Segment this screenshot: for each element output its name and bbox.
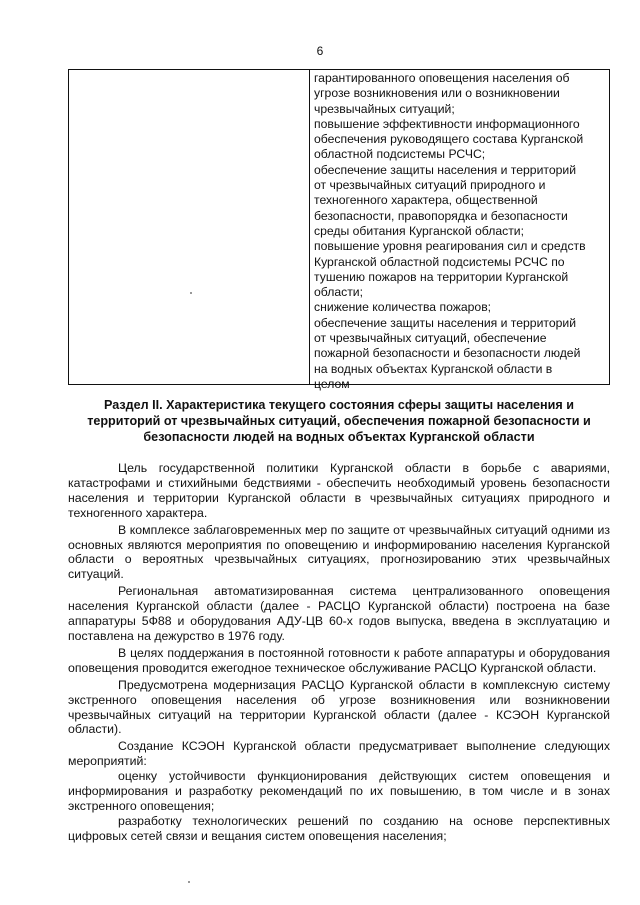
paragraph: В комплексе заблаговременных мер по защите от чрезвычайных ситуаций одними из основных являются мероприятия по оповещению и информированию населения Курганской области о вероятных чрезвычайных ситуациях, прогнозированию этих чрезвычайных ситуаций.: [68, 522, 610, 582]
table-line: среды обитания Курганской области;: [314, 223, 524, 238]
scan-speck: [190, 292, 192, 294]
table-line: угрозе возникновения или о возникновении: [314, 86, 560, 101]
body-text: [68, 461, 610, 844]
table-line: пожарной безопасности и безопасности людей: [314, 346, 581, 361]
table-line: обеспечения руководящего состава Курганской: [314, 132, 584, 147]
table-line: техногенного характера, общественной: [314, 193, 538, 208]
table-line: обеспечение защиты населения и территорий: [314, 162, 577, 177]
paragraph: оценку устойчивости функционирования действующих систем оповещения и информирования и разработку рекомендаций по их повышению, в том числе и в зонах экстренного оповещения;: [68, 769, 610, 813]
paragraph: Цель государственной политики Курганской области в борьбе с авариями, катастрофами и стихийными бедствиями - обеспечить необходимый уровень безопасности населения и территории Курганской области в чрезвычайных ситуациях природного и техногенного характера.: [68, 461, 610, 520]
paragraph: В целях поддержания в постоянной готовности к работе аппаратуры и оборудования оповещения проводится ежегодное техническое обслуживание РАСЦО Курганской области.: [68, 645, 610, 675]
table-line: гарантированного оповещения населения об: [314, 71, 570, 85]
table-line: повышение эффективности информационного: [314, 116, 580, 131]
table-line: целом: [314, 376, 350, 391]
table-right-cell: [310, 70, 609, 391]
table-line: обеспечение защиты населения и территорий: [314, 315, 577, 330]
table-line: чрезвычайных ситуаций;: [314, 101, 455, 116]
table-line: от чрезвычайных ситуаций природного и: [314, 178, 546, 193]
table-line: на водных объектах Курганской области в: [314, 361, 553, 376]
section-heading: Раздел II. Характеристика текущего состояния сферы защиты населения и территорий от чрезвычайных ситуаций, обеспечения пожарной безопасности и безопасности людей на водных объектах Курганской области: [87, 398, 591, 444]
table-line: безопасности, правопорядка и безопасности: [314, 208, 568, 223]
scan-speck: [188, 881, 190, 883]
table-line: областной подсистемы РСЧС;: [314, 147, 486, 162]
table-line: области;: [314, 285, 363, 300]
table-line: от чрезвычайных ситуаций, обеспечение: [314, 331, 547, 346]
paragraph: разработку технологических решений по созданию на основе перспективных цифровых сетей связи и вещания систем оповещения населения;: [68, 813, 610, 843]
paragraph: Предусмотрена модернизация РАСЦО Курганской области в комплексную систему экстренного оповещения населения об угрозе возникновения или возникновении чрезвычайных ситуаций на территории Курганской области (далее - КСЭОН Курганской области).: [68, 677, 610, 737]
goals-table: [68, 69, 610, 391]
page-number: 6: [316, 44, 324, 58]
table-left-cell: [69, 70, 310, 384]
paragraph: Региональная автоматизированная система централизованного оповещения населения Курганской области (далее - РАСЦО Курганской области) построена на базе аппаратуры 5Ф88 и оборудования АДУ-ЦВ 60-х годов выпуска, введена в эксплуатацию и поставлена на дежурство в 1976 году.: [68, 584, 610, 643]
table-line: повышение уровня реагирования сил и средств: [314, 239, 586, 254]
table-line: снижение количества пожаров;: [314, 300, 492, 315]
paragraph: Создание КСЭОН Курганской области предусматривает выполнение следующих мероприятий:: [68, 739, 610, 769]
table-line: Курганской областной подсистемы РСЧС по: [314, 254, 565, 269]
table-line: тушению пожаров на территории Курганской: [314, 269, 569, 284]
